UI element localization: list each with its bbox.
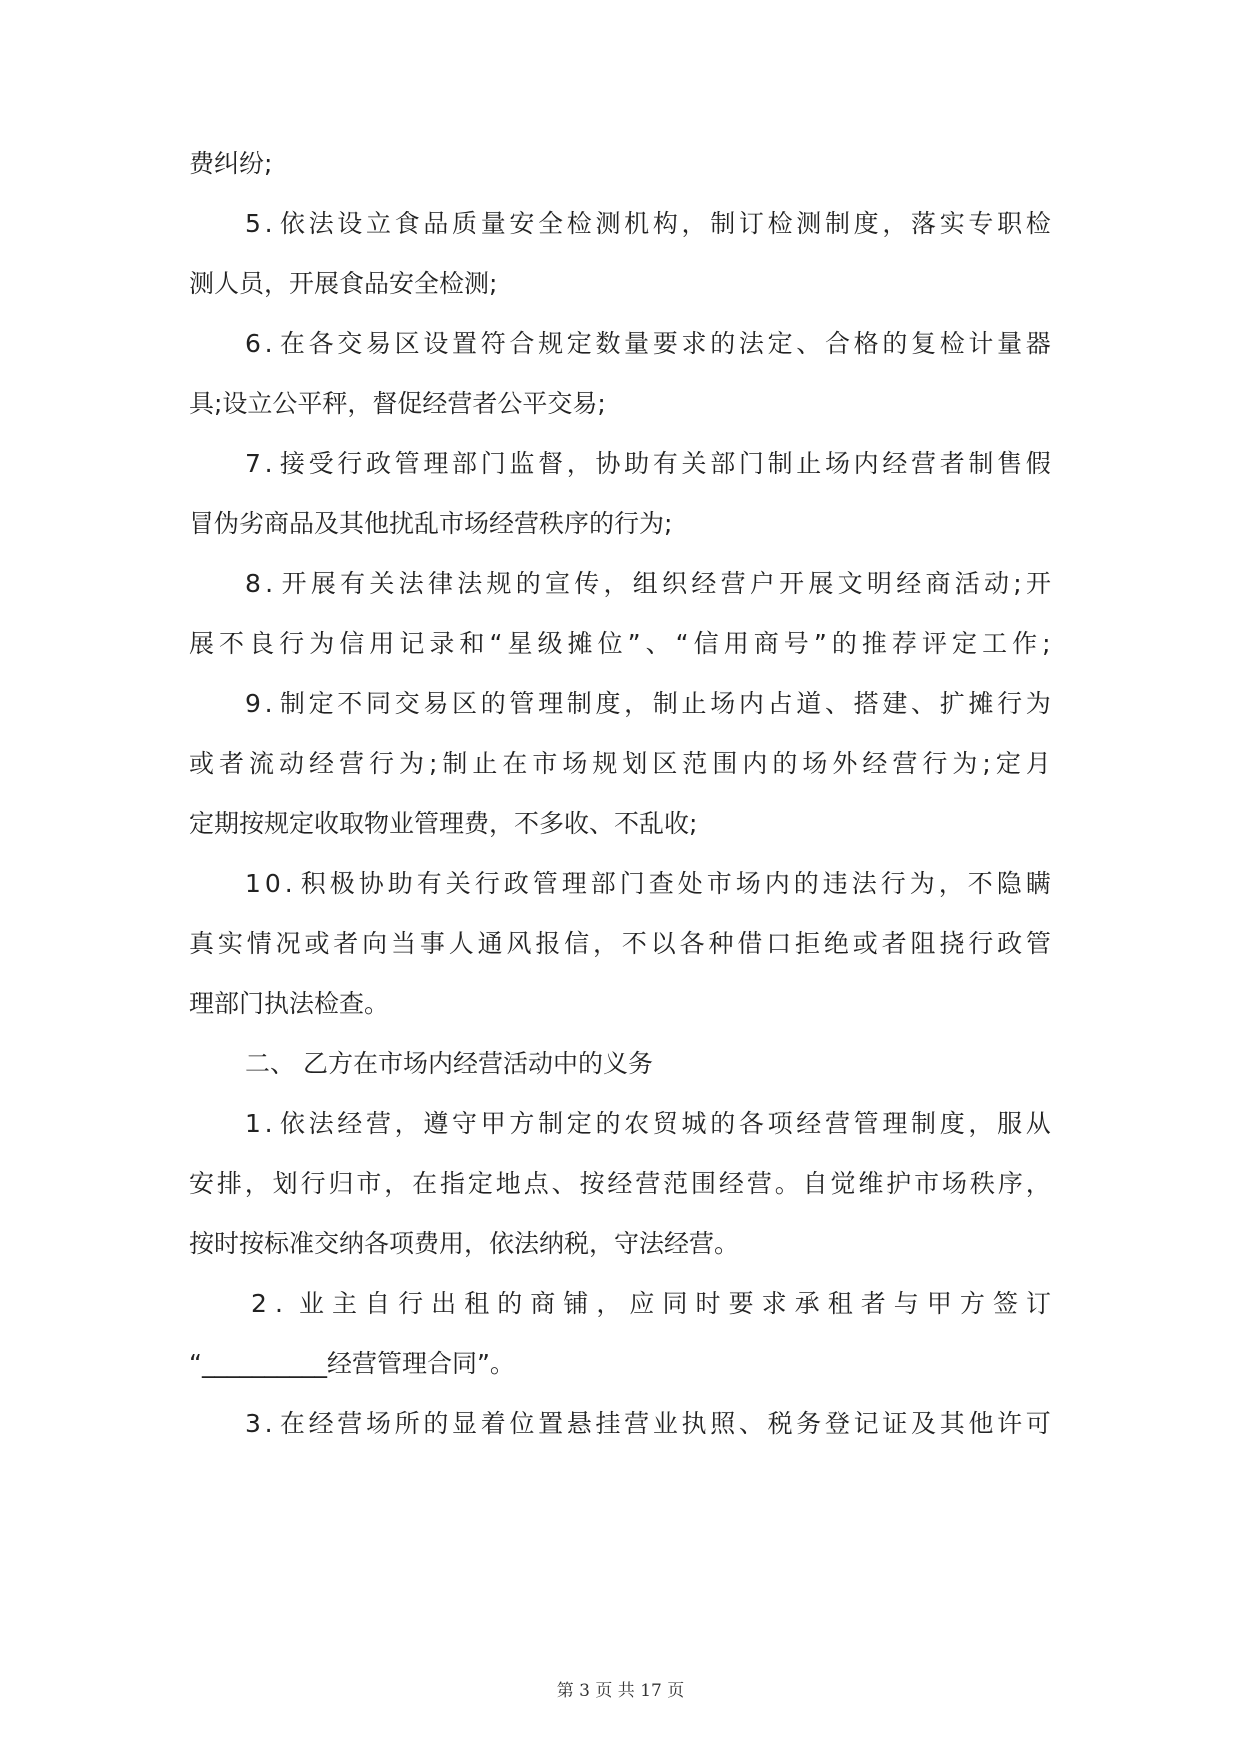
text-line: 5 . 依 法 设 立 食 品 质 量 安 全 检 测 机 构 ， 制 订 检 测 制 度 ， 落 实 专 职 检 — [245, 209, 1051, 238]
text-line: 测人员，开展食品安全检测; — [189, 269, 498, 298]
contract-name-blank: “__________经营管理合同”。 — [189, 1349, 515, 1378]
text-line: 1 0 . 积 极 协 助 有 关 行 政 管 理 部 门 查 处 市 场 内 的 违 法 行 为 ， 不 隐 瞒 — [245, 869, 1051, 898]
text-line: 或 者 流 动 经 营 行 为 ; 制 止 在 市 场 规 划 区 范 围 内 的 场 外 经 营 行 为 ; 定 月 — [189, 749, 1051, 778]
text-line: 1 . 依 法 经 营 ， 遵 守 甲 方 制 定 的 农 贸 城 的 各 项 经 营 管 理 制 度 ， 服 从 — [245, 1109, 1051, 1138]
text-line: 6 . 在 各 交 易 区 设 置 符 合 规 定 数 量 要 求 的 法 定 、 合 格 的 复 检 计 量 器 — [245, 329, 1051, 358]
section-heading: 二、 乙方在市场内经营活动中的义务 — [245, 1049, 653, 1078]
text-line: 理部门执法检查。 — [189, 989, 390, 1018]
text-line: 按时按标准交纳各项费用，依法纳税，守法经营。 — [189, 1229, 740, 1258]
text-line: 安 排 ， 划 行 归 市 ， 在 指 定 地 点 、 按 经 营 范 围 经 营 。 自 觉 维 护 市 场 秩 序 ， — [189, 1169, 1051, 1198]
text-line: 9 . 制 定 不 同 交 易 区 的 管 理 制 度 ， 制 止 场 内 占 道 、 搭 建 、 扩 摊 行 为 — [245, 689, 1051, 718]
text-line: 定期按规定收取物业管理费，不多收、不乱收; — [189, 809, 698, 838]
page-number: 第 3 页 共 17 页 — [556, 1681, 685, 1701]
text-line: 具;设立公平秤，督促经营者公平交易; — [189, 389, 606, 418]
text-line: 8 . 开 展 有 关 法 律 法 规 的 宣 传 ， 组 织 经 营 户 开 展 文 明 经 商 活 动 ; 开 — [245, 569, 1051, 598]
text-line: 展 不 良 行 为 信 用 记 录 和 “ 星 级 摊 位 ” 、 “ 信 用 商 号 ” 的 推 荐 评 定 工 作 ; — [189, 629, 1051, 658]
text-line: 3 . 在 经 营 场 所 的 显 着 位 置 悬 挂 营 业 执 照 、 税 务 登 记 证 及 其 他 许 可 — [245, 1409, 1051, 1438]
text-line: 真 实 情 况 或 者 向 当 事 人 通 风 报 信 ， 不 以 各 种 借 口 拒 绝 或 者 阻 挠 行 政 管 — [189, 929, 1051, 958]
text-line: 费纠纷; — [189, 149, 273, 178]
text-line: 7 . 接 受 行 政 管 理 部 门 监 督 ， 协 助 有 关 部 门 制 止 场 内 经 营 者 制 售 假 — [245, 449, 1051, 478]
text-line: 2 . 业 主 自 行 出 租 的 商 铺 ， 应 同 时 要 求 承 租 者 与 甲 方 签 订 — [251, 1289, 1051, 1318]
text-line: 冒伪劣商品及其他扰乱市场经营秩序的行为; — [189, 509, 673, 538]
